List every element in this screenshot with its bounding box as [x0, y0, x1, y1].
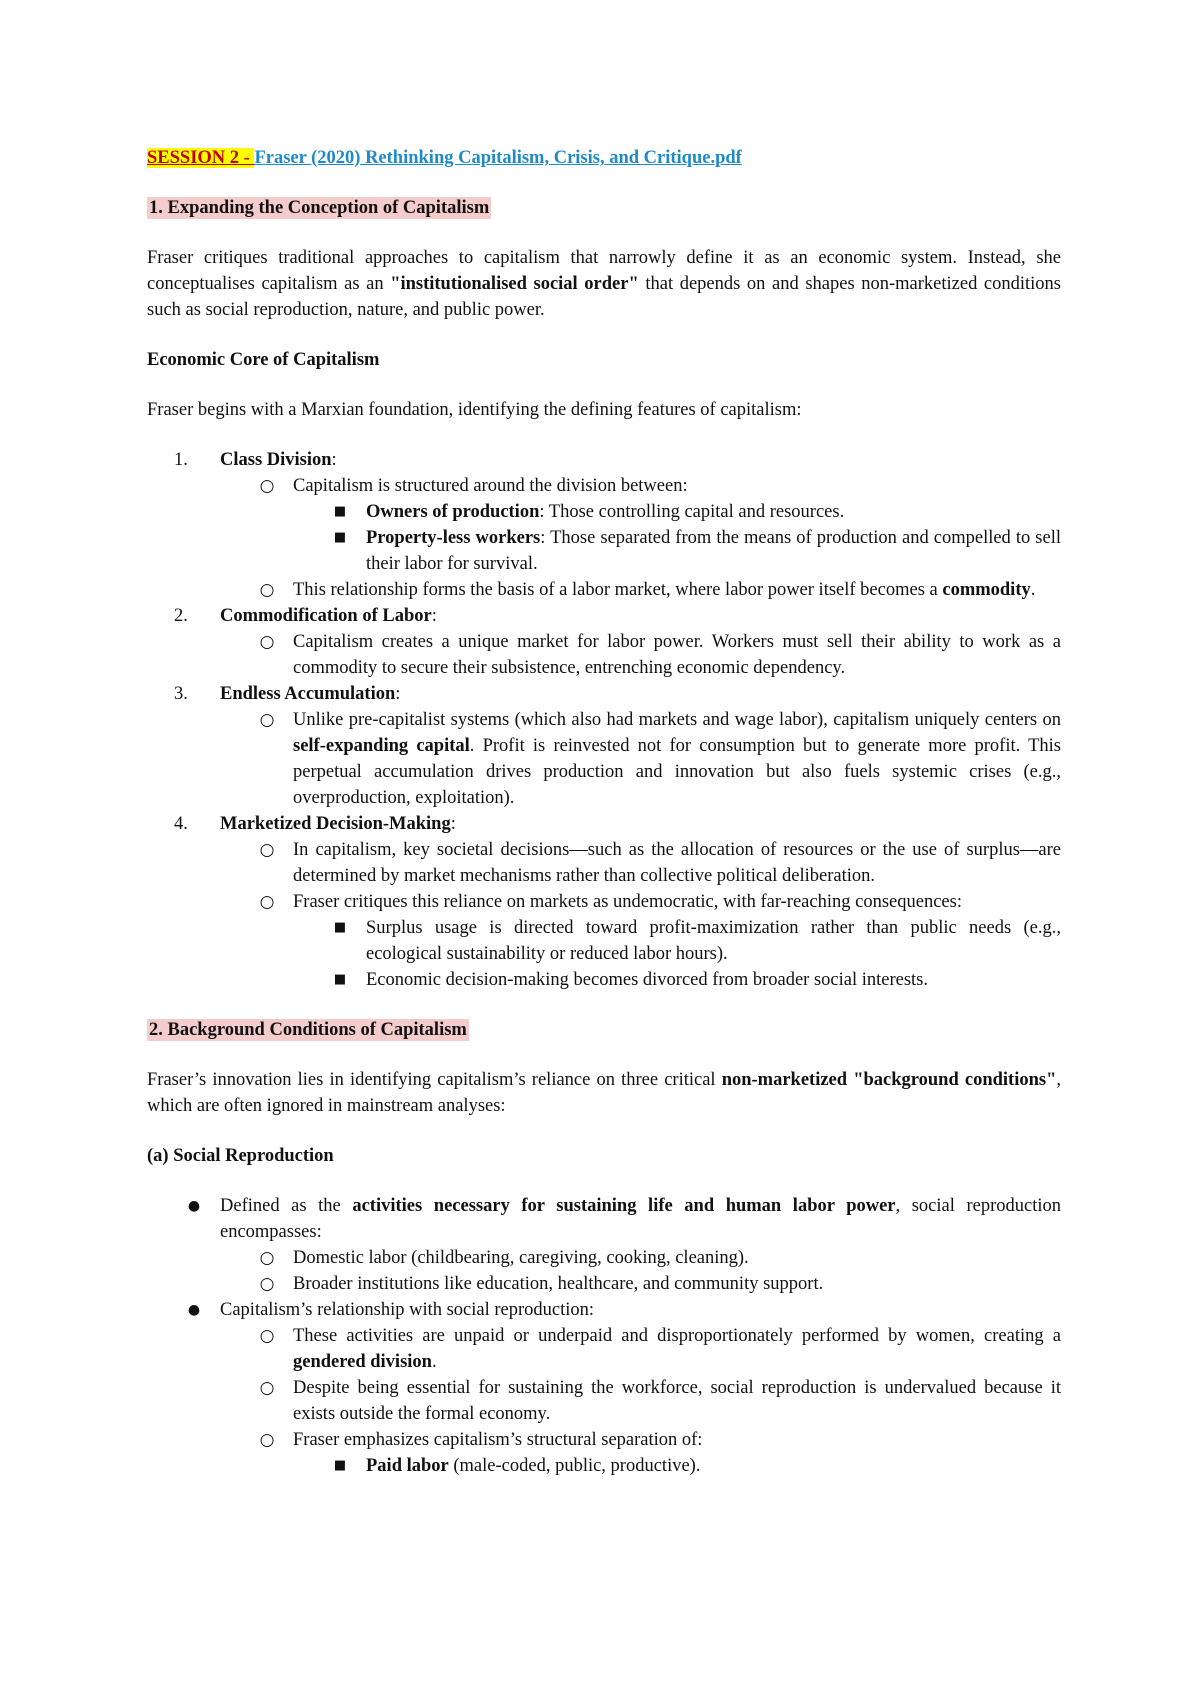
circle-bullet-icon: ○: [259, 710, 275, 730]
workers-label: Property-less workers: [366, 528, 541, 548]
circle-bullet-icon: ○: [259, 1274, 275, 1294]
square-bullet-icon: ■: [333, 920, 347, 935]
item-colon: :: [431, 606, 437, 626]
square-bullet-icon: ■: [333, 530, 347, 545]
self-expanding-capital-bold: self-expanding capital: [293, 736, 470, 756]
sub-item: [259, 1271, 1061, 1297]
bullet-text: Defined as the: [220, 1196, 353, 1216]
list-item-marketized-decision: [174, 811, 1061, 837]
circle-bullet-icon: ○: [259, 1248, 275, 1268]
item-label: Marketized Decision-Making: [220, 814, 451, 834]
sub-sub-item-text: Surplus usage is directed toward profit-maximization rather than public needs (e.g., ecological sustainability or reduced labor hours).: [366, 918, 1061, 964]
sub-sub-item: [333, 1453, 1061, 1479]
sub-item: [259, 1427, 1061, 1453]
intro-bold: "institutionalised social order": [390, 274, 639, 294]
bullet-text-end: , social reproduction encompasses:: [220, 1196, 1061, 1242]
workers-text: : Those separated from the means of production and compelled to sell their labor for survival.: [366, 528, 1062, 574]
sub-item-text: Capitalism creates a unique market for labor power. Workers must sell their ability to work as a commodity to secure their subsistence, entrenching economic dependency.: [293, 632, 1061, 678]
circle-bullet-icon: ○: [259, 1326, 275, 1346]
section-2-heading: [147, 1017, 1061, 1043]
item-label: Class Division: [220, 450, 332, 470]
list-item-commodification: [174, 603, 1061, 629]
session-title: [147, 145, 1061, 171]
sub-item: [259, 707, 1061, 811]
sub-sub-item-text: Economic decision-making becomes divorced from broader social interests.: [366, 970, 929, 990]
bullet-item: [187, 1297, 1061, 1323]
list-item-endless-accumulation: [174, 681, 1061, 707]
sub-item: [259, 837, 1061, 889]
bullet-item: [187, 1193, 1061, 1245]
period: .: [1030, 580, 1036, 600]
bullet-bold: activities necessary for sustaining life and human labor power: [352, 1196, 896, 1216]
circle-bullet-icon: ○: [259, 580, 275, 600]
sub-sub-item: [333, 915, 1061, 967]
sub-item-text: In capitalism, key societal decisions—such as the allocation of resources or the use of surplus—are determined by market mechanisms rather than collective political deliberation.: [293, 840, 1061, 886]
document-content: [147, 145, 1061, 1479]
intro-text-end: , which are often ignored in mainstream analyses:: [147, 1070, 1061, 1116]
bullet-icon: ●: [187, 1198, 201, 1214]
economic-core-subheading: Economic Core of Capitalism: [147, 350, 380, 370]
square-bullet-icon: ■: [333, 1458, 347, 1473]
sub-item-text: These activities are unpaid or underpaid and disproportionately performed by women, creating a: [293, 1326, 1061, 1346]
list-number: 2.: [174, 606, 188, 626]
sub-item-text: Unlike pre-capitalist systems (which also had markets and wage labor), capitalism uniquely centers on: [293, 710, 1061, 730]
section-2-heading-text: 2. Background Conditions of Capitalism: [149, 1020, 467, 1040]
sub-item: [259, 629, 1061, 681]
gendered-division-bold: gendered division: [293, 1352, 432, 1372]
paid-labor-bold: Paid labor: [366, 1456, 449, 1476]
list-item-class-division: [174, 447, 1061, 473]
sub-item-text: Despite being essential for sustaining the workforce, social reproduction is undervalued because it exists outside the formal economy.: [293, 1378, 1061, 1424]
sub-sub-item: [333, 499, 1061, 525]
sub-item: [259, 1375, 1061, 1427]
item-colon: :: [450, 814, 456, 834]
circle-bullet-icon: ○: [259, 1430, 275, 1450]
sub-item: [259, 889, 1061, 915]
intro-text-end: that depends on and shapes non-marketized conditions such as social reproduction, nature, and public power.: [147, 274, 1062, 320]
social-reproduction-subheading: (a) Social Reproduction: [147, 1146, 334, 1166]
circle-bullet-icon: ○: [259, 840, 275, 860]
intro-bold: non-marketized "background conditions": [721, 1070, 1057, 1090]
bullet-icon: ●: [187, 1302, 201, 1318]
pdf-link[interactable]: Fraser (2020) Rethinking Capitalism, Crisis, and Critique.pdf: [254, 148, 742, 168]
circle-bullet-icon: ○: [259, 1378, 275, 1398]
circle-bullet-icon: ○: [259, 632, 275, 652]
square-bullet-icon: ■: [333, 504, 347, 519]
item-colon: :: [331, 450, 337, 470]
section-2-intro: [147, 1067, 1061, 1119]
intro-text: Fraser critiques traditional approaches to capitalism that narrowly define it as an economic system. Instead, she conceptualises capitalism as an: [147, 248, 1061, 294]
bullet-text: Capitalism’s relationship with social reproduction:: [220, 1300, 595, 1320]
sub-sub-item-text: (male-coded, public, productive).: [448, 1456, 701, 1476]
sub-item-text: Broader institutions like education, healthcare, and community support.: [293, 1274, 824, 1294]
intro-text: Fraser’s innovation lies in identifying capitalism’s reliance on three critical: [147, 1070, 722, 1090]
list-number: 4.: [174, 814, 188, 834]
section-1-intro: [147, 245, 1061, 323]
sub-item-text: Fraser critiques this reliance on markets as undemocratic, with far-reaching consequences:: [293, 892, 962, 912]
sub-item-text: Fraser emphasizes capitalism’s structural separation of:: [293, 1430, 703, 1450]
sub-item-text: Domestic labor (childbearing, caregiving, cooking, cleaning).: [293, 1248, 749, 1268]
sub-item: [259, 1323, 1061, 1375]
list-number: 3.: [174, 684, 188, 704]
item-label: Endless Accumulation: [220, 684, 396, 704]
item-label: Commodification of Labor: [220, 606, 432, 626]
section-1-heading: [147, 195, 1061, 221]
owners-text: : Those controlling capital and resources.: [539, 502, 845, 522]
sub-item-text: Capitalism is structured around the division between:: [293, 476, 688, 496]
square-bullet-icon: ■: [333, 972, 347, 987]
commodity-bold: commodity: [942, 580, 1031, 600]
sub-item: [259, 577, 1061, 603]
sub-item-text: This relationship forms the basis of a labor market, where labor power itself becomes a: [293, 580, 943, 600]
sub-item: [259, 473, 1061, 499]
sub-item-text-end: . Profit is reinvested not for consumption but to generate more profit. This perpetual accumulation drives production and innovation but also fuels systemic crises (e.g., overproduction, exploitation).: [293, 736, 1061, 808]
session-label: SESSION 2 -: [147, 148, 255, 168]
sub-sub-item: [333, 525, 1062, 577]
sub-item: [259, 1245, 1061, 1271]
economic-core-lead: Fraser begins with a Marxian foundation, identifying the defining features of capitalism:: [147, 400, 802, 420]
circle-bullet-icon: ○: [259, 892, 275, 912]
period: .: [431, 1352, 437, 1372]
section-1-heading-text: 1. Expanding the Conception of Capitalism: [149, 198, 490, 218]
item-colon: :: [395, 684, 401, 704]
sub-sub-item: [333, 967, 1061, 993]
owners-label: Owners of production: [366, 502, 540, 522]
circle-bullet-icon: ○: [259, 476, 275, 496]
list-number: 1.: [174, 450, 188, 470]
